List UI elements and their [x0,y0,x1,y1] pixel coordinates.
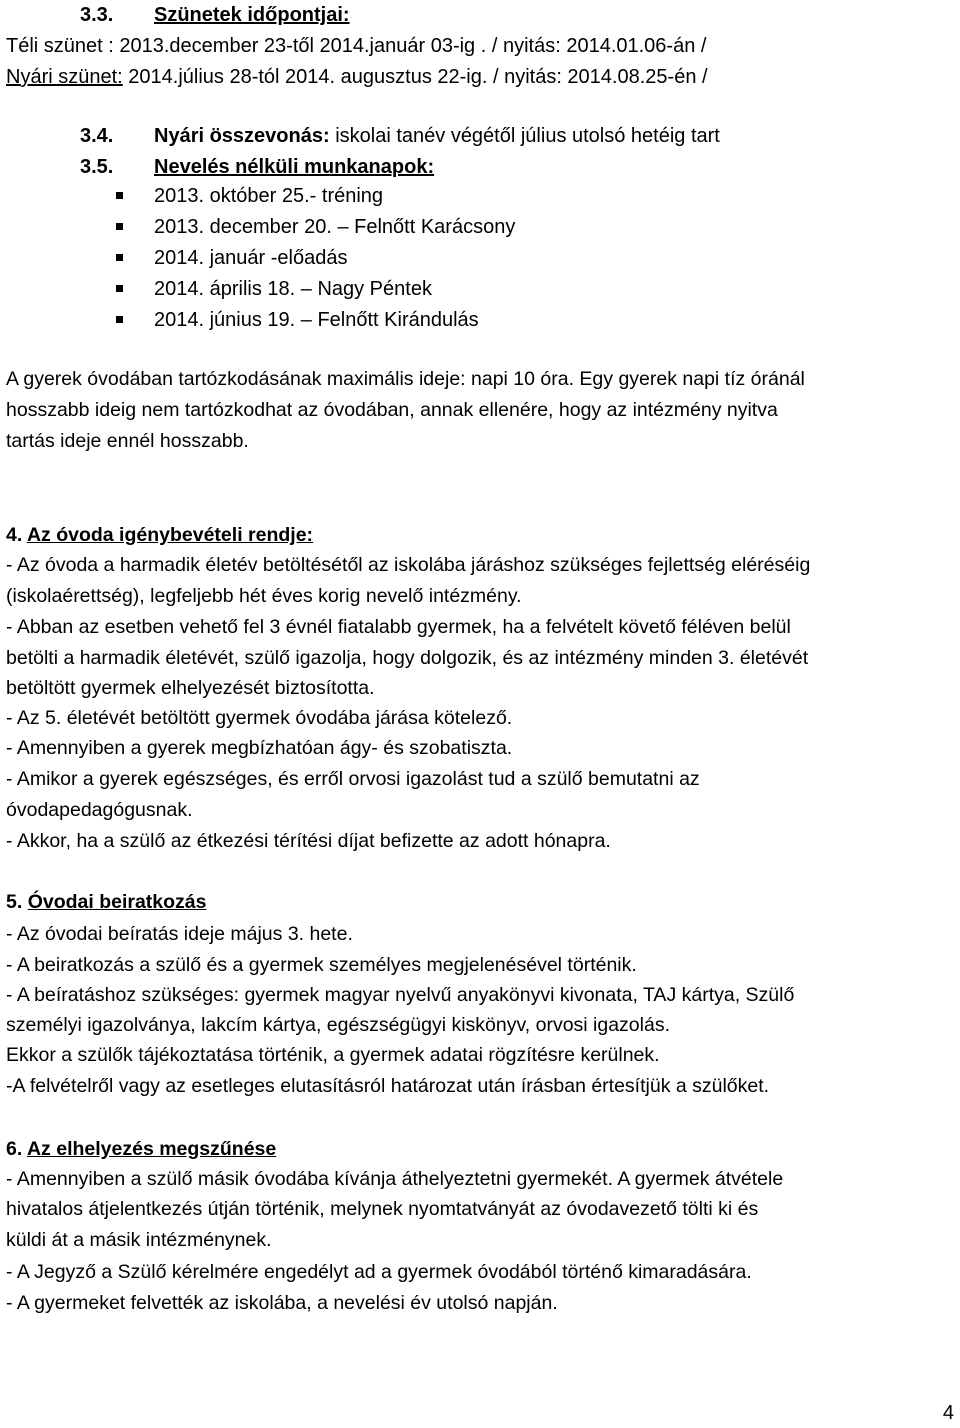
paragraph-line: - A Jegyző a Szülő kérelmére engedélyt ad a gyermek óvodából történő kimaradására. [6,1261,752,1283]
paragraph-line: betölti a harmadik életévét, szülő igazolja, hogy dolgozik, és az intézmény minden 3. életévét [6,647,809,669]
bullet-icon [116,192,123,199]
paragraph-line: óvodapedagógusnak. [6,799,193,821]
document-page: 3.3. Szünetek időpontjai: Téli szünet : 2013.december 23-től 2014.január 03-ig . / nyitás: 2014.01.06-án / Nyári szünet: 2014.július 28-tól 2014. augusztus 22-ig. / nyitás: 2014.08.25-én / 3.4. Nyári összevonás: iskolai tanév végétől július utolsó hetéig tart 3.5. Nevelés nélküli munkanapok: 2013. október 25.- tréning 2013. december 20. – Felnőtt Karácsony 2014. január -előadás 2014. április 18. – Nagy Péntek 2014. június 19. – Felnőtt Kirándulás A gyerek óvodában tartózkodásának maximális ideje: napi 10 óra. Egy gyerek napi tíz óránál hosszabb ideig nem tartózkodhat az óvodában, annak ellenére, hogy az intézmény nyitva tartás ideje ennél hosszabb. 4. Az óvoda igénybevételi rendje: - Az óvoda a harmadik életév betöltésétől az iskolába járáshoz szükséges fejlettség eléréséig (iskolaérettség), legfeljebb hét éves korig nevelő intézmény. - Abban az esetben vehető fel 3 évnél fiatalabb gyermek, ha a felvételt követő féléven belül betölti a harmadik életévét, szülő igazolja, hogy dolgozik, és az intézmény minden 3. életévét betöltött gyermek elhelyezését biztosította. - Az 5. életévét betöltött gyermek óvodába járása kötelező. - Amennyiben a gyerek megbízhatóan ágy- és szobatiszta. - Amikor a gyerek egészséges, és erről orvosi igazolást tud a szülő bemutatni az óvodapedagógusnak. - Akkor, ha a szülő az étkezési térítési díjat befizette az adott hónapra. 5. Óvodai beiratkozás - Az óvodai beíratás ideje május 3. hete. - A beiratkozás a szülő és a gyermek személyes megjelenésével történik. - A beíratáshoz szükséges: gyermek magyar nyelvű anyakönyvi kivonata, TAJ kártya, Szülő személyi igazolványa, lakcím kártya, egészségügyi kiskönyv, orvosi igazolás. Ekkor a szülők tájékoztatása történik, a gyermek adatai rögzítésre kerülnek. -A felvételről vagy az esetleges elutasításról határozat után írásban értesítjük a szülőket. 6. Az elhelyezés megszűnése - Amennyiben a szülő másik óvodába kívánja áthelyeztetni gyermekét. A gyermek átvétele hivatalos átjelentkezés útján történik, melynek nyomtatványát az óvodavezető tölti ki és küldi át a másik intézménynek. - A Jegyző a Szülő kérelmére engedélyt ad a gyermek óvodából történő kimaradására. - A gyermeket felvették az iskolába, a nevelési év utolsó napján. 4 [0,0,960,1428]
summer-break-line: Nyári szünet: 2014.július 28-tól 2014. augusztus 22-ig. / nyitás: 2014.08.25-én / [6,66,708,88]
paragraph-line: - Amikor a gyerek egészséges, és erről orvosi igazolást tud a szülő bemutatni az [6,768,700,790]
bullet-icon [116,316,123,323]
paragraph-line: (iskolaérettség), legfeljebb hét éves korig nevelő intézmény. [6,585,522,607]
paragraph-line: - Az óvoda a harmadik életév betöltésétől az iskolába járáshoz szükséges fejlettség eléréséig [6,554,811,576]
paragraph-line: betöltött gyermek elhelyezését biztosította. [6,677,375,699]
section-title: Óvodai beiratkozás [27,891,207,913]
paragraph-line: - Amennyiben a gyerek megbízhatóan ágy- és szobatiszta. [6,737,513,759]
section-number: 4. [6,524,23,546]
section-3-4: 3.4. Nyári összevonás: iskolai tanév végétől július utolsó hetéig tart [80,121,720,151]
section-title: Az elhelyezés megszűnése [26,1138,277,1160]
section-5-heading [6,887,207,917]
paragraph-line: küldi át a másik intézménynek. [6,1229,272,1251]
section-number: 3.5. [80,156,114,178]
paragraph-line: A gyerek óvodában tartózkodásának maximális ideje: napi 10 óra. Egy gyerek napi tíz óránál [6,368,805,390]
section-6-heading [6,1134,276,1164]
summer-break-label: Nyári szünet: [6,66,123,88]
section-3-5-heading [80,152,434,182]
section-3-3-heading [80,0,350,30]
section-4-heading [6,520,313,550]
section-number: 3.4. [80,125,114,147]
paragraph-line: - Akkor, ha a szülő az étkezési térítési díjat befizette az adott hónapra. [6,830,611,852]
section-title: Nyári összevonás: [154,125,330,147]
paragraph-line: -A felvételről vagy az esetleges elutasításról határozat után írásban értesítjük a szülőket. [6,1075,770,1097]
section-number: 6. [6,1138,23,1160]
section-title: Nevelés nélküli munkanapok: [154,156,435,178]
section-title: Az óvoda igénybevételi rendje: [26,524,314,546]
paragraph-line: - A beiratkozás a szülő és a gyermek személyes megjelenésével történik. [6,954,637,976]
paragraph-line: személyi igazolványa, lakcím kártya, egészségügyi kiskönyv, orvosi igazolás. [6,1014,670,1036]
paragraph-line: hosszabb ideig nem tartózkodhat az óvodában, annak ellenére, hogy az intézmény nyitva [6,399,778,421]
paragraph-line: Ekkor a szülők tájékoztatása történik, a gyermek adatai rögzítésre kerülnek. [6,1044,660,1066]
paragraph-line: - Amennyiben a szülő másik óvodába kívánja áthelyeztetni gyermekét. A gyermek átvétele [6,1168,784,1190]
paragraph-line: - Abban az esetben vehető fel 3 évnél fiatalabb gyermek, ha a felvételt követő féléven belül [6,616,791,638]
paragraph-line: - A beíratáshoz szükséges: gyermek magyar nyelvű anyakönyvi kivonata, TAJ kártya, Szülő [6,984,795,1006]
section-number: 3.3. [80,4,114,26]
section-title: Szünetek időpontjai: [154,4,350,26]
paragraph-line: - A gyermeket felvették az iskolába, a nevelési év utolsó napján. [6,1292,558,1314]
winter-break-line: Téli szünet : 2013.december 23-től 2014.január 03-ig . / nyitás: 2014.01.06-án / [6,35,707,57]
section-number: 5. [6,891,23,913]
paragraph-line: tartás ideje ennél hosszabb. [6,430,249,452]
page-number: 4 [942,1402,954,1424]
paragraph-line: - Az 5. életévét betöltött gyermek óvodába járása kötelező. [6,707,513,729]
bullet-icon [116,285,123,292]
bullet-icon [116,223,123,230]
bullet-icon [116,254,123,261]
paragraph-line: - Az óvodai beíratás ideje május 3. hete. [6,923,353,945]
paragraph-line: hivatalos átjelentkezés útján történik, melynek nyomtatványát az óvodavezető tölti ki és [6,1198,759,1220]
